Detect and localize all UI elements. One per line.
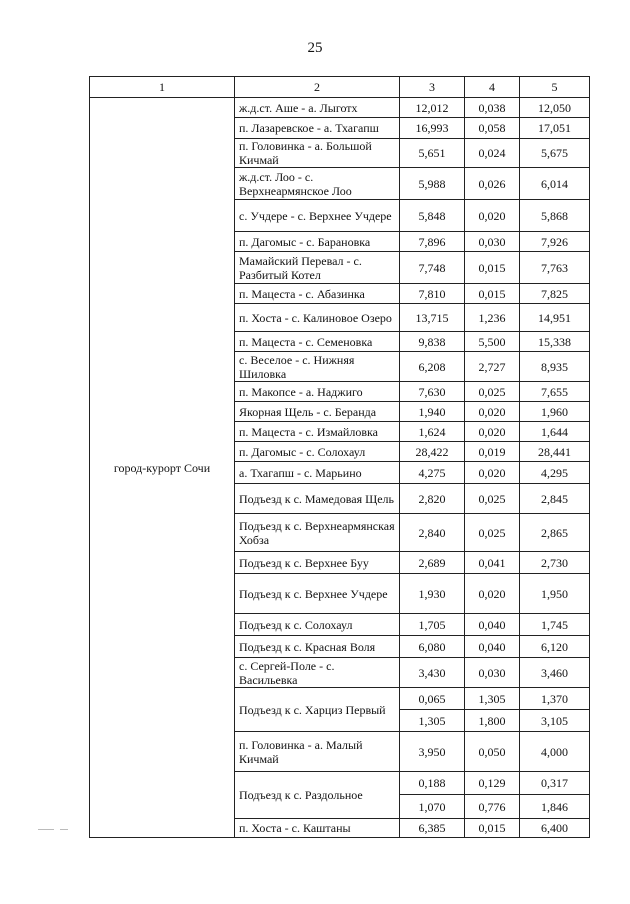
value-col-3: 2,820 (400, 484, 465, 514)
value-col-4: 0,025 (465, 382, 520, 402)
table-row (90, 98, 590, 118)
value-col-4: 2,727 (465, 352, 520, 382)
value-col-4: 0,015 (465, 252, 520, 284)
value-col-4: 0,040 (465, 614, 520, 636)
roads-table (89, 76, 590, 838)
road-name-cell: ж.д.ст. Аше - а. Лыготх (235, 98, 400, 118)
scan-mark (38, 829, 54, 830)
value-col-4: 0,776 (465, 795, 520, 819)
value-col-4: 0,020 (465, 200, 520, 232)
road-name-cell: Подъезд к с. Верхнее Буу (235, 552, 400, 574)
road-name-cell: п. Лазаревское - а. Тхагапш (235, 118, 400, 139)
header-col-5: 5 (520, 77, 590, 98)
value-col-5: 17,051 (520, 118, 590, 139)
value-col-5: 15,338 (520, 332, 590, 352)
header-col-1: 1 (90, 77, 235, 98)
value-col-4: 1,800 (465, 710, 520, 732)
road-name-cell: Мамайский Перевал - с. Разбитый Котел (235, 252, 400, 284)
value-col-4: 1,305 (465, 688, 520, 710)
value-col-5: 7,763 (520, 252, 590, 284)
value-col-3: 2,689 (400, 552, 465, 574)
value-col-3: 13,715 (400, 304, 465, 332)
value-col-5: 2,865 (520, 514, 590, 552)
value-col-4: 0,024 (465, 139, 520, 168)
road-name-cell: п. Дагомыс - с. Барановка (235, 232, 400, 252)
value-col-3: 6,080 (400, 636, 465, 658)
value-col-3: 3,950 (400, 732, 465, 772)
value-col-3: 16,993 (400, 118, 465, 139)
road-name-cell: Якорная Щель - с. Беранда (235, 402, 400, 422)
value-col-4: 0,025 (465, 484, 520, 514)
road-name-cell: Подъезд к с. Раздольное (235, 772, 400, 819)
value-col-5: 6,400 (520, 819, 590, 838)
value-col-3: 7,896 (400, 232, 465, 252)
road-name-cell: Подъезд к с. Харциз Первый (235, 688, 400, 732)
value-col-3: 5,848 (400, 200, 465, 232)
value-col-3: 3,430 (400, 658, 465, 688)
value-col-5: 1,950 (520, 574, 590, 614)
value-col-5: 7,825 (520, 284, 590, 304)
value-col-5: 1,960 (520, 402, 590, 422)
value-col-5: 2,730 (520, 552, 590, 574)
road-name-cell: с. Сергей-Поле - с. Васильевка (235, 658, 400, 688)
value-col-4: 0,015 (465, 819, 520, 838)
scan-mark (60, 829, 68, 830)
value-col-3: 5,651 (400, 139, 465, 168)
value-col-5: 14,951 (520, 304, 590, 332)
value-col-4: 0,030 (465, 232, 520, 252)
value-col-5: 7,926 (520, 232, 590, 252)
value-col-5: 5,868 (520, 200, 590, 232)
value-col-3: 4,275 (400, 462, 465, 484)
value-col-4: 0,020 (465, 422, 520, 442)
value-col-5: 3,105 (520, 710, 590, 732)
road-name-cell: п. Дагомыс - с. Солохаул (235, 442, 400, 462)
value-col-4: 0,040 (465, 636, 520, 658)
value-col-3: 1,305 (400, 710, 465, 732)
value-col-5: 2,845 (520, 484, 590, 514)
value-col-3: 12,012 (400, 98, 465, 118)
value-col-4: 0,129 (465, 772, 520, 795)
value-col-4: 0,020 (465, 402, 520, 422)
road-name-cell: п. Мацеста - с. Абазинка (235, 284, 400, 304)
value-col-4: 0,020 (465, 462, 520, 484)
value-col-3: 9,838 (400, 332, 465, 352)
header-col-4: 4 (465, 77, 520, 98)
value-col-3: 7,748 (400, 252, 465, 284)
value-col-5: 6,014 (520, 168, 590, 200)
value-col-5: 8,935 (520, 352, 590, 382)
road-name-cell: с. Учдере - с. Верхнее Учдере (235, 200, 400, 232)
value-col-3: 1,930 (400, 574, 465, 614)
value-col-5: 28,441 (520, 442, 590, 462)
value-col-4: 0,019 (465, 442, 520, 462)
table-body (90, 98, 590, 838)
value-col-3: 7,810 (400, 284, 465, 304)
value-col-5: 5,675 (520, 139, 590, 168)
road-name-cell: Подъезд к с. Красная Воля (235, 636, 400, 658)
road-name-cell: с. Веселое - с. Нижняя Шиловка (235, 352, 400, 382)
road-name-cell: п. Мацеста - с. Семеновка (235, 332, 400, 352)
road-name-cell: п. Хоста - с. Калиновое Озеро (235, 304, 400, 332)
value-col-5: 1,745 (520, 614, 590, 636)
road-name-cell: п. Мацеста - с. Измайловка (235, 422, 400, 442)
road-name-cell: ж.д.ст. Лоо - с. Верхнеармянское Лоо (235, 168, 400, 200)
header-row (90, 77, 590, 98)
road-name-cell: п. Головинка - а. Малый Кичмай (235, 732, 400, 772)
value-col-4: 5,500 (465, 332, 520, 352)
value-col-4: 0,015 (465, 284, 520, 304)
road-name-cell: Подъезд к с. Верхнее Учдере (235, 574, 400, 614)
road-name-cell: а. Тхагапш - с. Марьино (235, 462, 400, 484)
value-col-4: 0,058 (465, 118, 520, 139)
value-col-3: 1,624 (400, 422, 465, 442)
value-col-5: 1,370 (520, 688, 590, 710)
value-col-3: 7,630 (400, 382, 465, 402)
value-col-5: 4,295 (520, 462, 590, 484)
value-col-5: 4,000 (520, 732, 590, 772)
value-col-5: 1,846 (520, 795, 590, 819)
value-col-4: 1,236 (465, 304, 520, 332)
value-col-3: 1,070 (400, 795, 465, 819)
value-col-3: 2,840 (400, 514, 465, 552)
page-number: 25 (307, 40, 323, 56)
value-col-5: 12,050 (520, 98, 590, 118)
value-col-5: 0,317 (520, 772, 590, 795)
road-name-cell: п. Хоста - с. Каштаны (235, 819, 400, 838)
value-col-3: 0,065 (400, 688, 465, 710)
value-col-3: 5,988 (400, 168, 465, 200)
value-col-4: 0,041 (465, 552, 520, 574)
road-name-cell: Подъезд к с. Солохаул (235, 614, 400, 636)
value-col-5: 1,644 (520, 422, 590, 442)
road-name-cell: п. Головинка - а. Большой Кичмай (235, 139, 400, 168)
value-col-3: 6,208 (400, 352, 465, 382)
road-name-cell: п. Макопсе - а. Наджиго (235, 382, 400, 402)
value-col-5: 3,460 (520, 658, 590, 688)
value-col-4: 0,038 (465, 98, 520, 118)
value-col-3: 6,385 (400, 819, 465, 838)
header-col-2: 2 (235, 77, 400, 98)
value-col-4: 0,030 (465, 658, 520, 688)
value-col-3: 0,188 (400, 772, 465, 795)
value-col-5: 6,120 (520, 636, 590, 658)
value-col-4: 0,050 (465, 732, 520, 772)
value-col-3: 1,705 (400, 614, 465, 636)
district-cell: город-курорт Сочи (90, 98, 235, 838)
value-col-4: 0,020 (465, 574, 520, 614)
road-name-cell: Подъезд к с. Верхнеармянская Хобза (235, 514, 400, 552)
value-col-5: 7,655 (520, 382, 590, 402)
value-col-4: 0,026 (465, 168, 520, 200)
road-name-cell: Подъезд к с. Мамедовая Щель (235, 484, 400, 514)
value-col-3: 1,940 (400, 402, 465, 422)
header-col-3: 3 (400, 77, 465, 98)
value-col-4: 0,025 (465, 514, 520, 552)
value-col-3: 28,422 (400, 442, 465, 462)
